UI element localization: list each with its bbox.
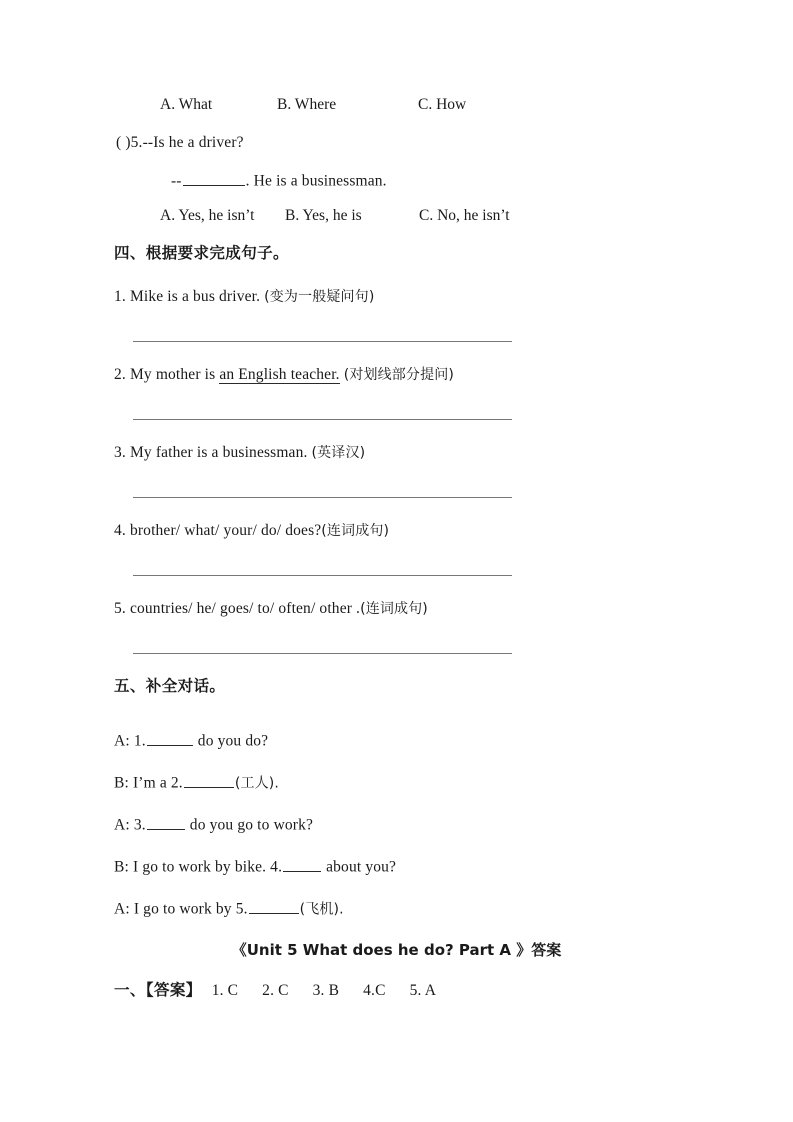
section-four-heading: 四、根据要求完成句子。: [114, 244, 289, 262]
dialogue-2-speaker: B:: [114, 774, 129, 792]
question4-option-c: C. How: [418, 96, 467, 113]
dialogue-3-before: 3.: [133, 816, 146, 834]
question4-option-b: B. Where: [277, 96, 337, 113]
dialogue-4-blank[interactable]: [283, 856, 321, 872]
section-four-item-3: [114, 443, 365, 463]
question5-option-b: B. Yes, he is: [285, 207, 362, 224]
dialogue-1-blank[interactable]: [147, 730, 193, 746]
section-four-item-2: [114, 365, 454, 385]
dialogue-5-before: I go to work by 5.: [133, 900, 248, 918]
dialogue-3-blank[interactable]: [147, 814, 185, 830]
item-2-underlined-phrase: an English teacher.: [219, 366, 340, 383]
answer-3: 3. B: [312, 982, 340, 999]
item-2-instruction: (对划线部分提问): [343, 367, 454, 383]
answer-key-row-one: [114, 980, 436, 1001]
dialogue-2-before: I’m a 2.: [132, 774, 183, 792]
dialogue-line-5: [114, 898, 344, 920]
item-3-number: 3.: [114, 444, 126, 461]
dialogue-line-2: [114, 772, 279, 794]
question5-answer-line: [171, 170, 387, 192]
item-4-text: brother/ what/ your/ do/ does?: [129, 522, 322, 539]
item-4-instruction: (连词成句): [321, 523, 390, 539]
dialogue-line-3: [114, 814, 313, 836]
question5-option-a: A. Yes, he isn’t: [160, 207, 255, 224]
section-four-item-4: [114, 521, 389, 541]
question5-answer-prefix: --: [171, 172, 182, 190]
section-four-item-5: [114, 599, 428, 619]
question5-answer-blank[interactable]: [183, 170, 245, 186]
dialogue-4-after: about you?: [322, 858, 397, 876]
item-1-text: Mike is a bus driver.: [129, 288, 261, 305]
dialogue-3-speaker: A:: [114, 816, 130, 834]
item-1-instruction: (变为一般疑问句): [264, 289, 375, 305]
item-5-instruction: (连词成句): [360, 601, 428, 617]
question5-stem: ( )5.--Is he a driver?: [116, 134, 244, 151]
item-3-instruction: (英译汉): [311, 445, 366, 461]
dialogue-3-after: do you go to work?: [185, 816, 314, 834]
answer-key-title: 《Unit 5 What does he do? Part A 》答案: [231, 941, 562, 959]
answer-2: 2. C: [262, 982, 289, 999]
dialogue-1-before: 1.: [133, 732, 146, 750]
item-2-number: 2.: [114, 366, 126, 383]
answer-4: 4.C: [363, 982, 386, 999]
answer-key-row-label: 一、【答案】: [114, 981, 202, 999]
dialogue-5-speaker: A:: [114, 900, 130, 918]
dialogue-5-after: (飞机).: [299, 901, 344, 918]
dialogue-5-blank[interactable]: [249, 898, 299, 914]
dialogue-2-after: (工人).: [234, 775, 279, 792]
question5-option-c: C. No, he isn’t: [419, 207, 510, 224]
item-5-answer-rule[interactable]: [133, 653, 512, 654]
question4-option-a: A. What: [160, 96, 213, 113]
dialogue-1-speaker: A:: [114, 732, 130, 750]
dialogue-1-after: do you do?: [193, 732, 269, 750]
answer-5: 5. A: [409, 982, 437, 999]
dialogue-line-4: [114, 856, 396, 878]
item-4-answer-rule[interactable]: [133, 575, 512, 576]
dialogue-line-1: [114, 730, 268, 752]
item-5-number: 5.: [114, 600, 126, 617]
item-4-number: 4.: [114, 522, 126, 539]
item-3-text: My father is a businessman.: [129, 444, 308, 461]
item-1-number: 1.: [114, 288, 126, 305]
item-5-text: countries/ he/ goes/ to/ often/ other .: [129, 600, 361, 617]
item-1-answer-rule[interactable]: [133, 341, 512, 342]
item-2-text-before: My mother is: [129, 366, 220, 383]
dialogue-4-speaker: B:: [114, 858, 129, 876]
item-2-answer-rule[interactable]: [133, 419, 512, 420]
section-four-item-1: [114, 287, 374, 307]
item-3-answer-rule[interactable]: [133, 497, 512, 498]
dialogue-2-blank[interactable]: [184, 772, 234, 788]
question5-answer-suffix: . He is a businessman.: [245, 172, 387, 190]
dialogue-4-before: I go to work by bike. 4.: [132, 858, 283, 876]
answer-1: 1. C: [211, 982, 239, 999]
section-five-heading: 五、补全对话。: [114, 677, 226, 695]
